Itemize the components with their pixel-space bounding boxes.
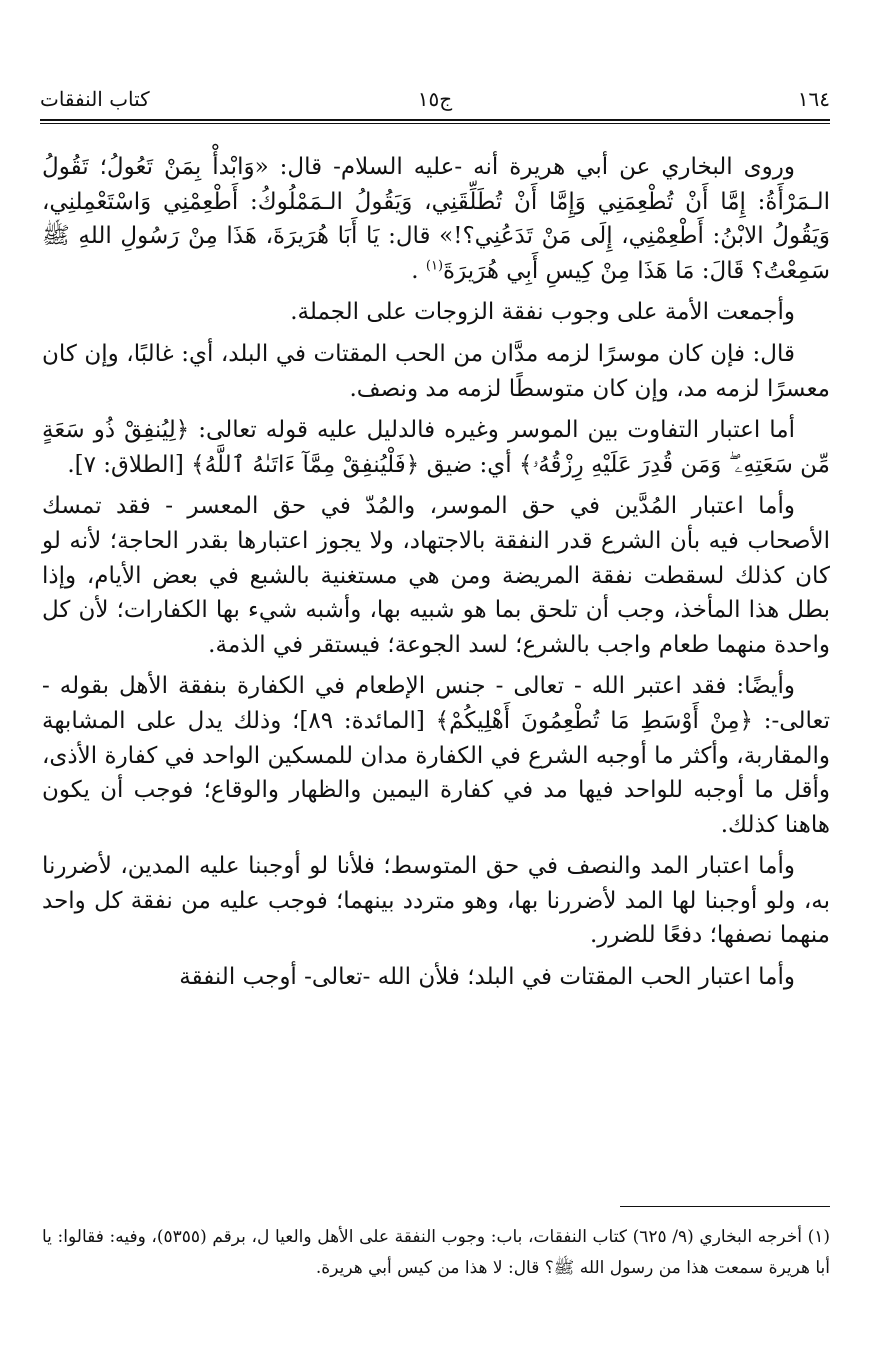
paragraph: وأجمعت الأمة على وجوب نفقة الزوجات على الجملة. <box>290 299 795 326</box>
book-title: كتاب النفقات <box>40 87 150 111</box>
main-text <box>42 150 830 1002</box>
running-header <box>40 84 830 114</box>
volume-number: ج١٥ <box>417 87 453 111</box>
footnote-reference: (١) <box>425 258 444 274</box>
paragraph: وأيضًا: فقد اعتبر الله - تعالى - جنس الإطعام في الكفارة بنفقة الأهل بقوله - تعالى-: ﴿مِنْ أَوْسَطِ مَا تُطْعِمُونَ أَهْلِيكُمْ﴾ [المائدة: ٨٩]؛ وذلك يدل على المشابهة والمقاربة، وأكثر ما أوجبه الشرع في الكفارة مدان للمسكين الواحد في كفارة الأذى، وأقل ما أوجبه للواحد فيها مد في كفارة اليمين والظهار والوقاع؛ فوجب أن يكون هاهنا كذلك. <box>42 673 830 838</box>
footnote-text: (١) أخرجه البخاري (٩/ ٦٢٥) كتاب النفقات، باب: وجوب النفقة على الأهل والعيا ل، برقم (٥٣٥٥)، وفيه: فقالوا: يا أبا هريرة سمعت هذا من رسول الله ﷺ؟ قال: لا هذا من كيس أبي هريرة. <box>42 1227 830 1278</box>
footnote <box>42 1222 830 1284</box>
paragraph-tail: . <box>411 257 426 284</box>
footnote-separator <box>620 1206 830 1207</box>
paragraph: أما اعتبار التفاوت بين الموسر وغيره فالدليل عليه قوله تعالى: ﴿لِيُنفِقْ ذُو سَعَةٍ مِّن سَعَتِهِۦ ۖ وَمَن قُدِرَ عَلَيْهِ رِزْقُهُۥ﴾ أي: ضيق ﴿فَلْيُنفِقْ مِمَّآ ءَاتَىٰهُ ٱللَّهُ﴾ [الطلاق: ٧]. <box>42 417 830 478</box>
paragraph-text: وروى البخاري عن أبي هريرة أنه -عليه السلام- قال: «وَابْدأْ بِمَنْ تَعُولُ؛ تَقُولُ الـمَرْأَةُ: إِمَّا أَنْ تُطْعِمَنِي وَإِمَّا أَنْ تُطَلِّقَنِي، وَيَقُولُ الـمَمْلُوكُ: أَطْعِمْنِي وَاسْتَعْمِلنِي، وَيَقُولُ الابْنُ: أَطْعِمْنِي، إِلَى مَنْ تَدَعُنِي؟!» قال: يَا أَبَا هُرَيرَةَ، هَذَا مِنْ رَسُولِ اللهِ ﷺ سَمِعْتُ؟ قَالَ: مَا هَذَا مِنْ كِيسِ أَبِي هُرَيرَةَ <box>42 154 830 284</box>
paragraph: وأما اعتبار المُدَّين في حق الموسر، والمُدّ في حق المعسر - فقد تمسك الأصحاب فيه بأن الشرع قدر النفقة بالاجتهاد، ولا يجوز اعتبارها بقدر الحاجة؛ لأنه لو كان كذلك لسقطت نفقة المريضة ومن هي مستغنية بالشبع في بعض الأيام، وإذا بطل هذا المأخذ، وجب أن تلحق بما هو شبيه بها، وأشبه شيء بها الكفارات؛ لأن كل واحدة منهما طعام واجب بالشرع؛ لسد الجوعة؛ فيستقر في الذمة. <box>42 493 830 658</box>
paragraph <box>42 150 830 288</box>
paragraph: قال: فإن كان موسرًا لزمه مدَّان من الحب المقتات في البلد، أي: غالبًا، وإن كان معسرًا لزمه مد، وإن كان متوسطًا لزمه مد ونصف. <box>42 340 830 402</box>
page-number: ١٦٤ <box>797 87 830 111</box>
paragraph: وأما اعتبار المد والنصف في حق المتوسط؛ فلأنا لو أوجبنا عليه المدين، لأضررنا به، ولو أوجبنا لها المد لأضررنا بها، وهو متردد بينهما؛ فوجب عليه من نفقة كل واحد منهما نصفها؛ دفعًا للضرر. <box>42 853 830 949</box>
paragraph: وأما اعتبار الحب المقتات في البلد؛ فلأن الله -تعالى- أوجب النفقة <box>179 964 795 991</box>
header-rule-thin <box>40 123 830 124</box>
header-rule-thick <box>40 119 830 121</box>
